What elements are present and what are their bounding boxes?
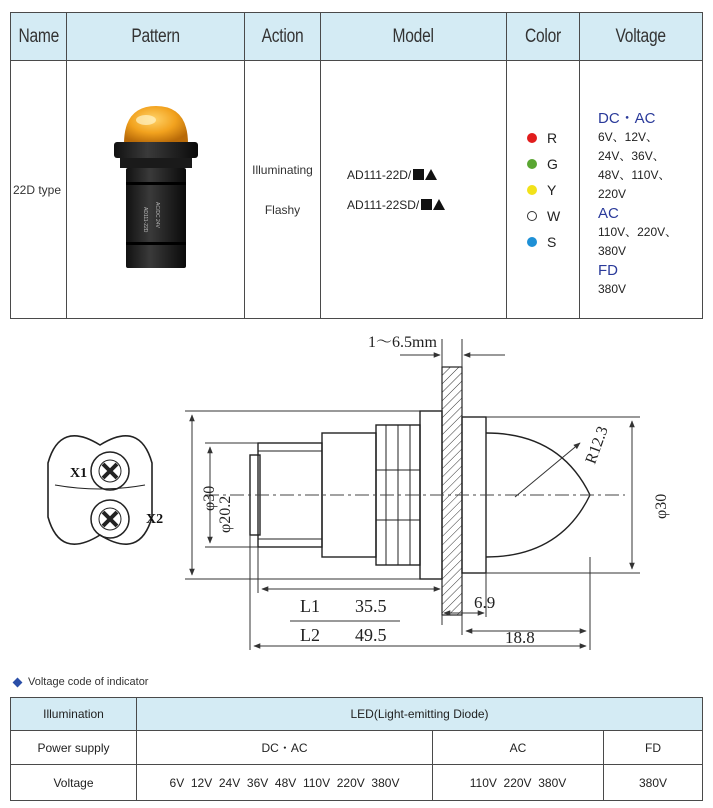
radius-label: R12.3 — [582, 424, 612, 467]
voltage-dcac-line: 6V、12V、 — [598, 129, 659, 144]
yellow-dot-icon — [527, 185, 537, 195]
action-illuminating: Illuminating — [252, 162, 313, 177]
panel-thickness-label: 1～6.5mm — [368, 334, 437, 351]
l2-value: 49.5 — [355, 625, 387, 645]
color-green: G — [527, 151, 579, 177]
red-dot-icon — [527, 133, 537, 143]
voltage-ac-label: AC — [598, 204, 619, 222]
voltage-cell — [580, 61, 703, 319]
diamond-bullet-icon — [13, 677, 23, 687]
head-diameter-label: φ30 — [653, 493, 670, 519]
header-color: Color — [507, 13, 580, 61]
svg-text:AC/DC 24V: AC/DC 24V — [153, 202, 160, 228]
dim-18-8-label: 18.8 — [505, 628, 535, 647]
header-pattern: Pattern — [67, 13, 245, 61]
model-22sd: AD111-22SD/ — [347, 190, 506, 220]
voltage-fd-line: 380V — [598, 281, 627, 296]
spec-data-row — [11, 61, 703, 319]
blue-dot-icon — [527, 237, 537, 247]
action-flashy: Flashy — [264, 202, 301, 217]
voltage-dcac-line: 220V — [598, 186, 627, 201]
power-supply-label: Power supply — [11, 731, 137, 765]
color-cell — [507, 61, 580, 319]
power-ac: AC — [433, 731, 604, 765]
voltage-ac-line: 380V — [598, 243, 627, 258]
l1-label: L1 — [300, 596, 320, 616]
header-voltage: Voltage — [580, 13, 703, 61]
model-cell — [321, 61, 507, 319]
voltage-dcac-values: 6V 12V 24V 36V 48V 110V 220V 380V — [137, 765, 433, 801]
power-fd: FD — [604, 731, 703, 765]
voltage-label: Voltage — [11, 765, 137, 801]
terminal-end-view — [48, 436, 152, 544]
illumination-value: LED(Light-emitting Diode) — [137, 698, 703, 731]
color-red: R — [527, 125, 579, 151]
voltage-code-table — [10, 697, 703, 801]
svg-text:AD111-22D: AD111-22D — [141, 207, 148, 233]
voltage-fd-values: 380V — [604, 765, 703, 801]
color-sky: S — [527, 229, 579, 255]
dim-6-9-label: 6.9 — [474, 593, 496, 612]
name-cell: 22D type — [11, 61, 67, 319]
mounting-panel — [442, 367, 462, 615]
illumination-row — [11, 698, 703, 731]
action-cell — [245, 61, 321, 319]
indicator-light-photo — [106, 102, 206, 274]
green-dot-icon — [527, 159, 537, 169]
color-white: W — [527, 203, 579, 229]
white-dot-icon — [527, 211, 537, 221]
voltage-fd-label: FD — [598, 261, 618, 279]
dimension-diagram — [0, 325, 713, 670]
voltage-dcac-line: 48V、110V、 — [598, 167, 671, 182]
body-diameter-label: φ20.2 — [217, 495, 234, 533]
l2-label: L2 — [300, 625, 320, 645]
voltage-row — [11, 765, 703, 801]
spec-table — [10, 12, 703, 319]
power-supply-row — [11, 731, 703, 765]
triangle-symbol — [433, 199, 445, 210]
l1-value: 35.5 — [355, 596, 387, 616]
voltage-ac-line: 110V、220V、 — [598, 224, 678, 239]
voltage-dcac-line: 24V、36V、 — [598, 148, 665, 163]
voltage-code-title: Voltage code of indicator — [14, 676, 148, 688]
spec-header-row — [11, 13, 703, 61]
color-yellow: Y — [527, 177, 579, 203]
outer-diameter-label: φ30 — [201, 485, 218, 511]
header-action: Action — [245, 13, 321, 61]
square-symbol — [421, 199, 432, 210]
power-dcac: DC・AC — [137, 731, 433, 765]
model-22d: AD111-22D/ — [347, 160, 506, 190]
triangle-symbol — [425, 169, 437, 180]
square-symbol — [413, 169, 424, 180]
voltage-dcac-label: DC・AC — [598, 109, 656, 127]
pattern-cell — [67, 61, 245, 319]
header-name: Name — [11, 13, 67, 61]
voltage-ac-values: 110V 220V 380V — [433, 765, 604, 801]
terminal-x2-label: X2 — [146, 512, 164, 527]
header-model: Model — [321, 13, 507, 61]
terminal-x1-label: X1 — [70, 466, 88, 481]
illumination-label: Illumination — [11, 698, 137, 731]
